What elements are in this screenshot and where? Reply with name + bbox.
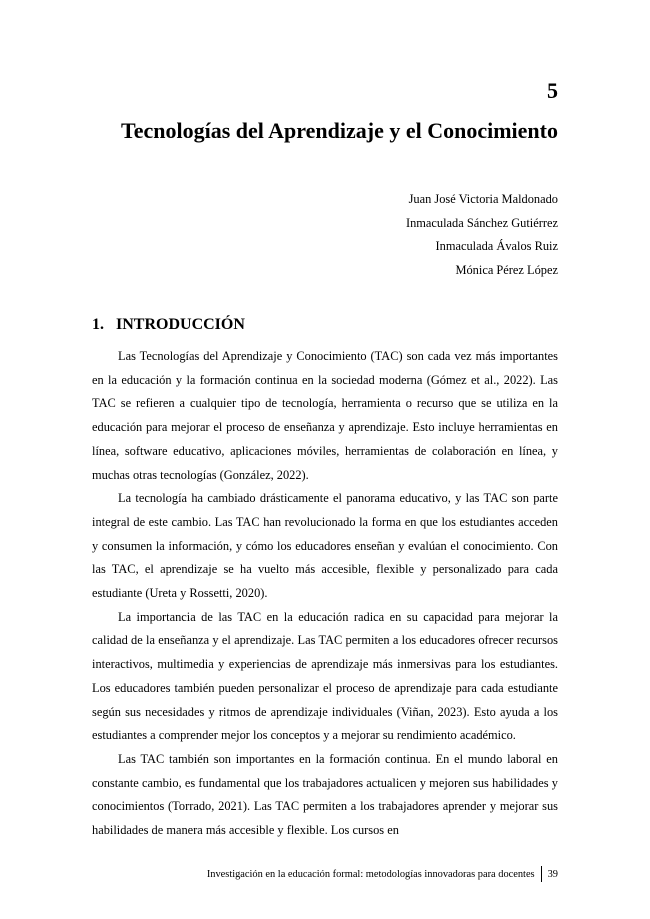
- body-paragraph: Las Tecnologías del Aprendizaje y Conocimiento (TAC) son cada vez más importantes en la educación y la formación continua en la sociedad moderna (Gómez et al., 2022). Las TAC se refieren a cualquier tipo de tecnología, herramienta o recurso que se utiliza en la educación para mejorar el proceso de enseñanza y aprendizaje. Esto incluye herramientas en línea, software educativo, aplicaciones móviles, herramientas de colaboración en línea, y muchas otras tecnologías (González, 2022).: [92, 349, 558, 482]
- chapter-title: Tecnologías del Aprendizaje y el Conocimiento: [121, 118, 558, 143]
- page-footer: [207, 866, 558, 882]
- author-name: Inmaculada Sánchez Gutiérrez: [405, 215, 558, 230]
- page-number: 39: [547, 868, 558, 880]
- author-name: Mónica Pérez López: [455, 263, 558, 278]
- chapter-number: 5: [547, 78, 558, 103]
- footer-book-title: Investigación en la educación formal: metodologías innovadoras para docentes: [206, 868, 535, 880]
- author-name: Inmaculada Ávalos Ruiz: [435, 239, 558, 254]
- body-paragraph: La importancia de las TAC en la educación radica en su capacidad para mejorar la calidad de la enseñanza y el aprendizaje. Las TAC permiten a los educadores ofrecer recursos interactivos, multimedia y experiencias de aprendizaje más inmersivas para los estudiantes. Los educadores también pueden personalizar el proceso de aprendizaje para cada estudiante según sus necesidades y ritmos de aprendizaje individuales (Viñan, 2023). Esto ayuda a los estudiantes a comprender mejor los conceptos y a mejorar su rendimiento académico.: [92, 609, 558, 743]
- section-body: [92, 345, 558, 843]
- author-name: Juan José Victoria Maldonado: [408, 192, 558, 206]
- body-paragraph: La tecnología ha cambiado drásticamente el panorama educativo, y las TAC son parte integral de este cambio. Las TAC han revolucionado la forma en que los estudiantes acceden y consumen la información, y cómo los educadores enseñan y evalúan el conocimiento. Con las TAC, el aprendizaje se ha vuelto más accesible, flexible y personalizado para cada estudiante (Ureta y Rossetti, 2020).: [92, 491, 558, 601]
- author-list: [406, 188, 558, 283]
- footer-divider: [541, 866, 542, 882]
- section-heading: 1. INTRODUCCIÓN: [92, 316, 245, 333]
- body-paragraph: Las TAC también son importantes en la formación continua. En el mundo laboral en constante cambio, es fundamental que los trabajadores actualicen y mejoren sus habilidades y conocimientos (Torrado, 2021). Las TAC permiten a los trabajadores aprender y mejorar sus habilidades de manera más accesible y flexible. Los cursos en: [92, 751, 558, 838]
